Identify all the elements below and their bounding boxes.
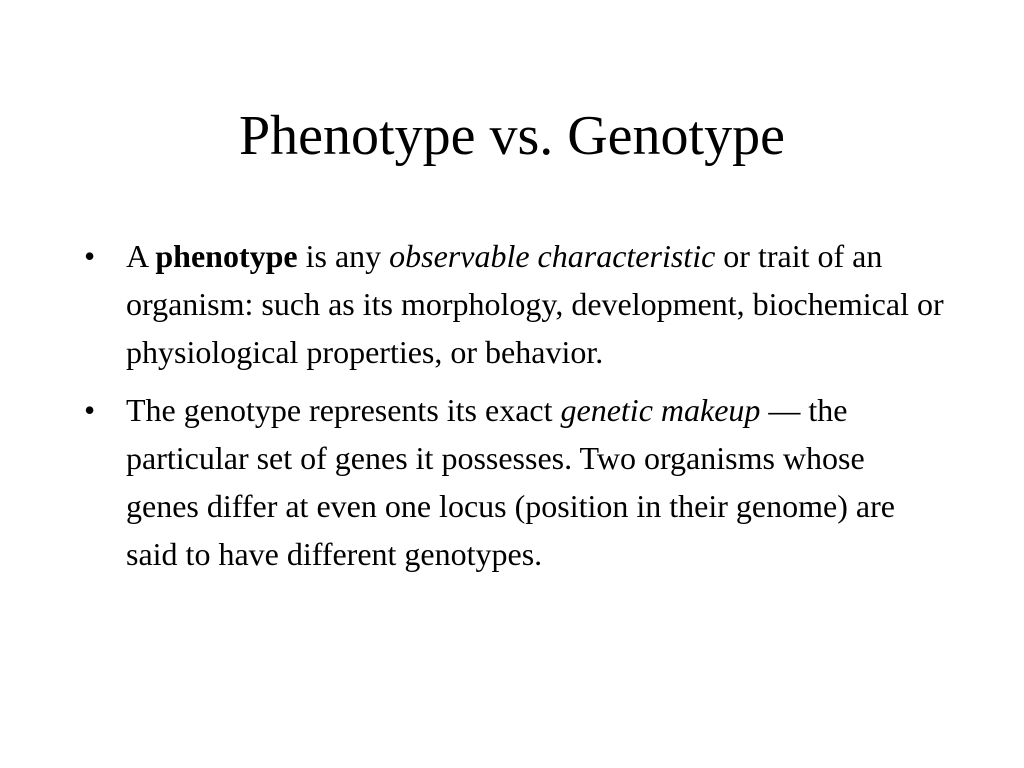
bullet-icon: • bbox=[84, 392, 96, 428]
bullet-phenotype bbox=[84, 232, 944, 376]
bullet-list bbox=[84, 232, 944, 588]
text-segment: or trait of an organism: such as its morphology, development, biochemical or physiological properties, or behavior. bbox=[126, 238, 944, 370]
bold-term: phenotype bbox=[155, 238, 298, 274]
text-segment: The genotype represents its exact bbox=[126, 392, 561, 428]
slide-title: Phenotype vs. Genotype bbox=[239, 105, 785, 167]
italic-phrase: observable characteristic bbox=[389, 238, 716, 274]
text-segment: is any bbox=[297, 238, 390, 274]
text-segment: A bbox=[126, 238, 156, 274]
bullet-text bbox=[126, 392, 895, 572]
bullet-text bbox=[126, 238, 944, 370]
text-segment: — the particular set of genes it possesses. Two organisms whose genes differ at even one locus (position in their genome) are said to have different genotypes. bbox=[126, 392, 895, 572]
bullet-genotype bbox=[84, 386, 944, 578]
bullet-icon: • bbox=[84, 238, 96, 274]
italic-phrase: genetic makeup bbox=[560, 392, 761, 428]
